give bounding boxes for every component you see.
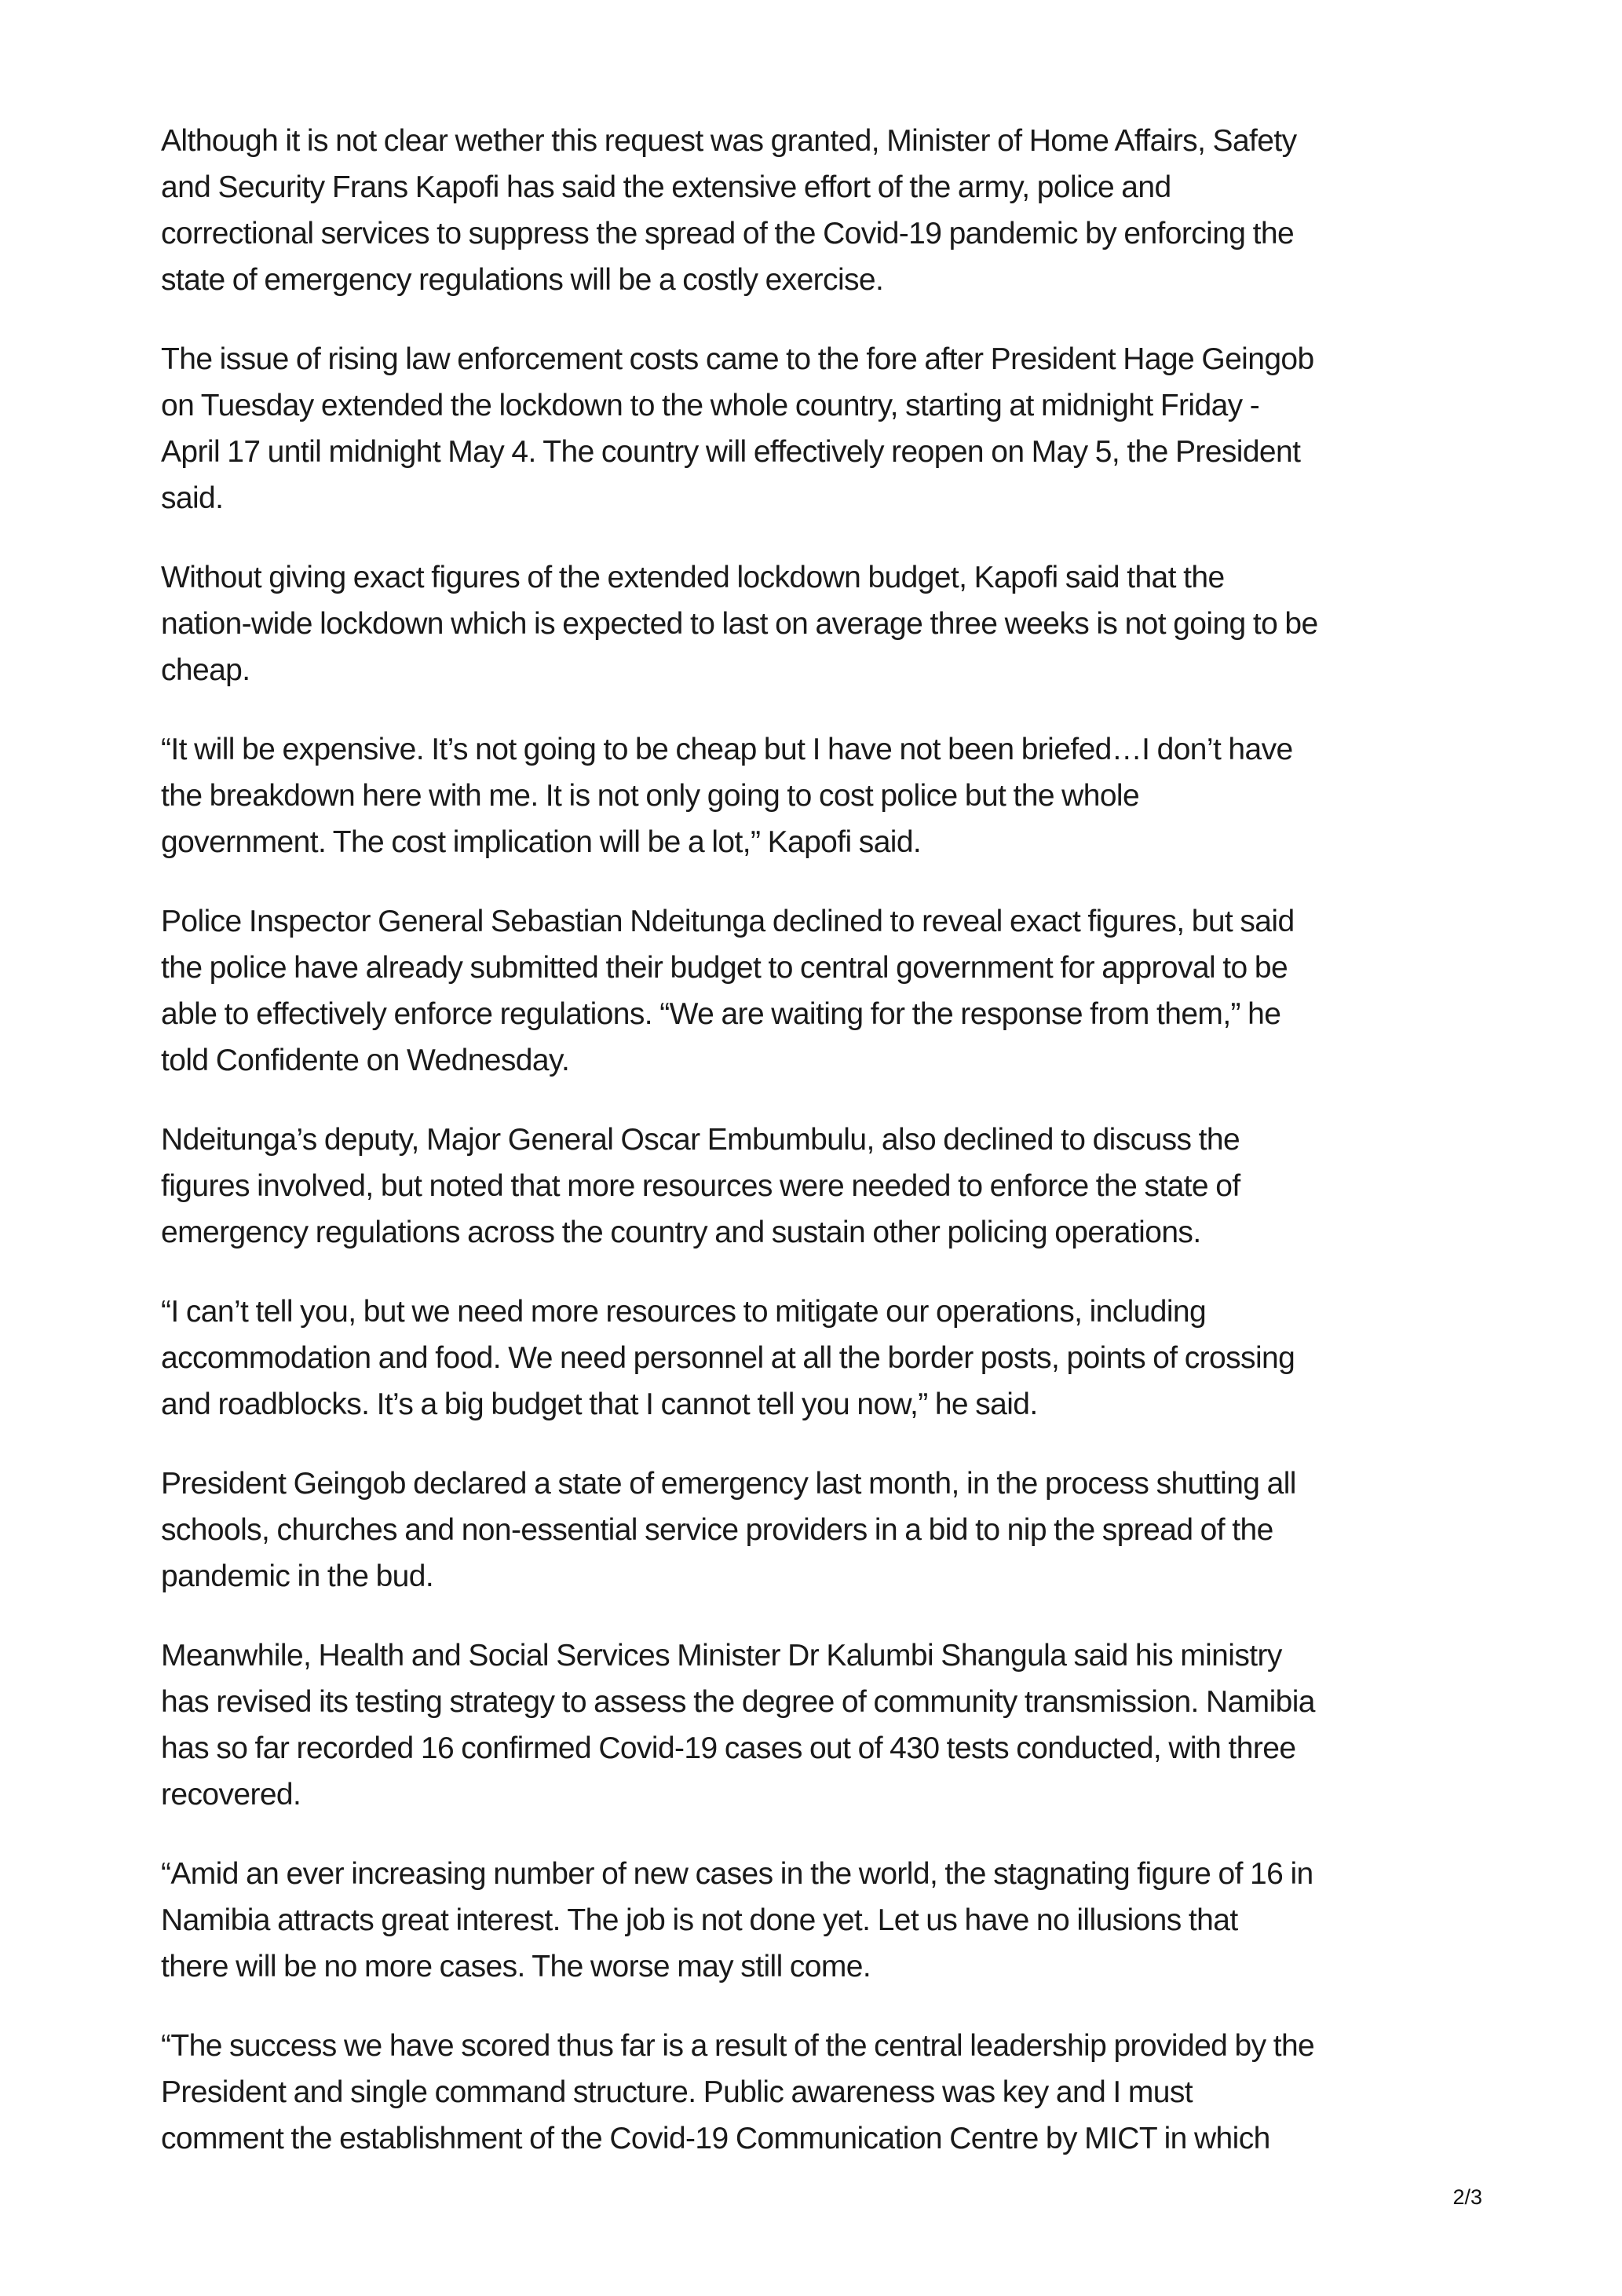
paragraph-line: Without giving exact figures of the extended lockdown budget, Kapofi said that the [161, 561, 1225, 594]
article-paragraph [161, 1117, 1496, 1256]
paragraph-line: has revised its testing strategy to assess the degree of community transmission. Namibia [161, 1685, 1315, 1719]
article-paragraph [161, 898, 1496, 1084]
article-paragraph [161, 726, 1496, 865]
article-paragraph [161, 1851, 1496, 1990]
paragraph-line: Although it is not clear wether this request was granted, Minister of Home Affairs, Safety [161, 124, 1297, 158]
paragraph-line: figures involved, but noted that more resources were needed to enforce the state of [161, 1169, 1240, 1203]
paragraph-line: Namibia attracts great interest. The job is not done yet. Let us have no illusions that [161, 1903, 1238, 1937]
paragraph-line: state of emergency regulations will be a costly exercise. [161, 263, 884, 297]
article-paragraph [161, 554, 1496, 693]
paragraph-line: accommodation and food. We need personnel at all the border posts, points of crossing [161, 1341, 1295, 1375]
paragraph-line: pandemic in the bud. [161, 1559, 434, 1593]
page-number: 2/3 [1452, 2185, 1482, 2209]
paragraph-line: said. [161, 481, 224, 515]
paragraph-line: schools, churches and non-essential service providers in a bid to nip the spread of the [161, 1513, 1273, 1547]
paragraph-line: emergency regulations across the country and sustain other policing operations. [161, 1216, 1201, 1249]
article-paragraph [161, 118, 1496, 303]
paragraph-line: Meanwhile, Health and Social Services Minister Dr Kalumbi Shangula said his ministry [161, 1639, 1282, 1673]
paragraph-line: able to effectively enforce regulations. “We are waiting for the response from them,” he [161, 997, 1281, 1031]
paragraph-line: the breakdown here with me. It is not only going to cost police but the whole [161, 779, 1140, 813]
paragraph-line: has so far recorded 16 confirmed Covid-19 cases out of 430 tests conducted, with three [161, 1731, 1296, 1765]
paragraph-line: April 17 until midnight May 4. The country will effectively reopen on May 5, the President [161, 435, 1301, 469]
article-paragraph [161, 336, 1496, 521]
article-body [161, 118, 1496, 2195]
paragraph-line: President and single command structure. Public awareness was key and I must [161, 2075, 1193, 2109]
article-paragraph [161, 2023, 1496, 2162]
paragraph-line: correctional services to suppress the spread of the Covid-19 pandemic by enforcing the [161, 217, 1295, 250]
paragraph-line: “It will be expensive. It’s not going to be cheap but I have not been briefed…I don’t have [161, 733, 1293, 766]
paragraph-line: on Tuesday extended the lockdown to the whole country, starting at midnight Friday - [161, 389, 1260, 422]
paragraph-line: “Amid an ever increasing number of new cases in the world, the stagnating figure of 16 in [161, 1857, 1313, 1891]
paragraph-line: comment the establishment of the Covid-19 Communication Centre by MICT in which [161, 2122, 1270, 2155]
paragraph-line: and roadblocks. It’s a big budget that I cannot tell you now,” he said. [161, 1387, 1038, 1421]
article-paragraph [161, 1461, 1496, 1600]
paragraph-line: recovered. [161, 1778, 301, 1812]
article-paragraph [161, 1289, 1496, 1428]
paragraph-line: the police have already submitted their budget to central government for approval to be [161, 951, 1288, 985]
paragraph-line: cheap. [161, 653, 250, 687]
paragraph-line: “I can’t tell you, but we need more resources to mitigate our operations, including [161, 1295, 1207, 1329]
paragraph-line: there will be no more cases. The worse may still come. [161, 1950, 871, 1983]
paragraph-line: government. The cost implication will be a lot,” Kapofi said. [161, 825, 922, 859]
paragraph-line: and Security Frans Kapofi has said the extensive effort of the army, police and [161, 170, 1171, 204]
paragraph-line: President Geingob declared a state of emergency last month, in the process shutting all [161, 1467, 1296, 1501]
paragraph-line: The issue of rising law enforcement costs came to the fore after President Hage Geingob [161, 342, 1314, 376]
article-paragraph [161, 1632, 1496, 1818]
paragraph-line: told Confidente on Wednesday. [161, 1044, 570, 1077]
paragraph-line: “The success we have scored thus far is a result of the central leadership provided by the [161, 2029, 1315, 2063]
paragraph-line: Police Inspector General Sebastian Ndeitunga declined to reveal exact figures, but said [161, 905, 1295, 938]
paragraph-line: nation-wide lockdown which is expected to last on average three weeks is not going to be [161, 607, 1318, 641]
paragraph-line: Ndeitunga’s deputy, Major General Oscar Embumbulu, also declined to discuss the [161, 1123, 1240, 1157]
